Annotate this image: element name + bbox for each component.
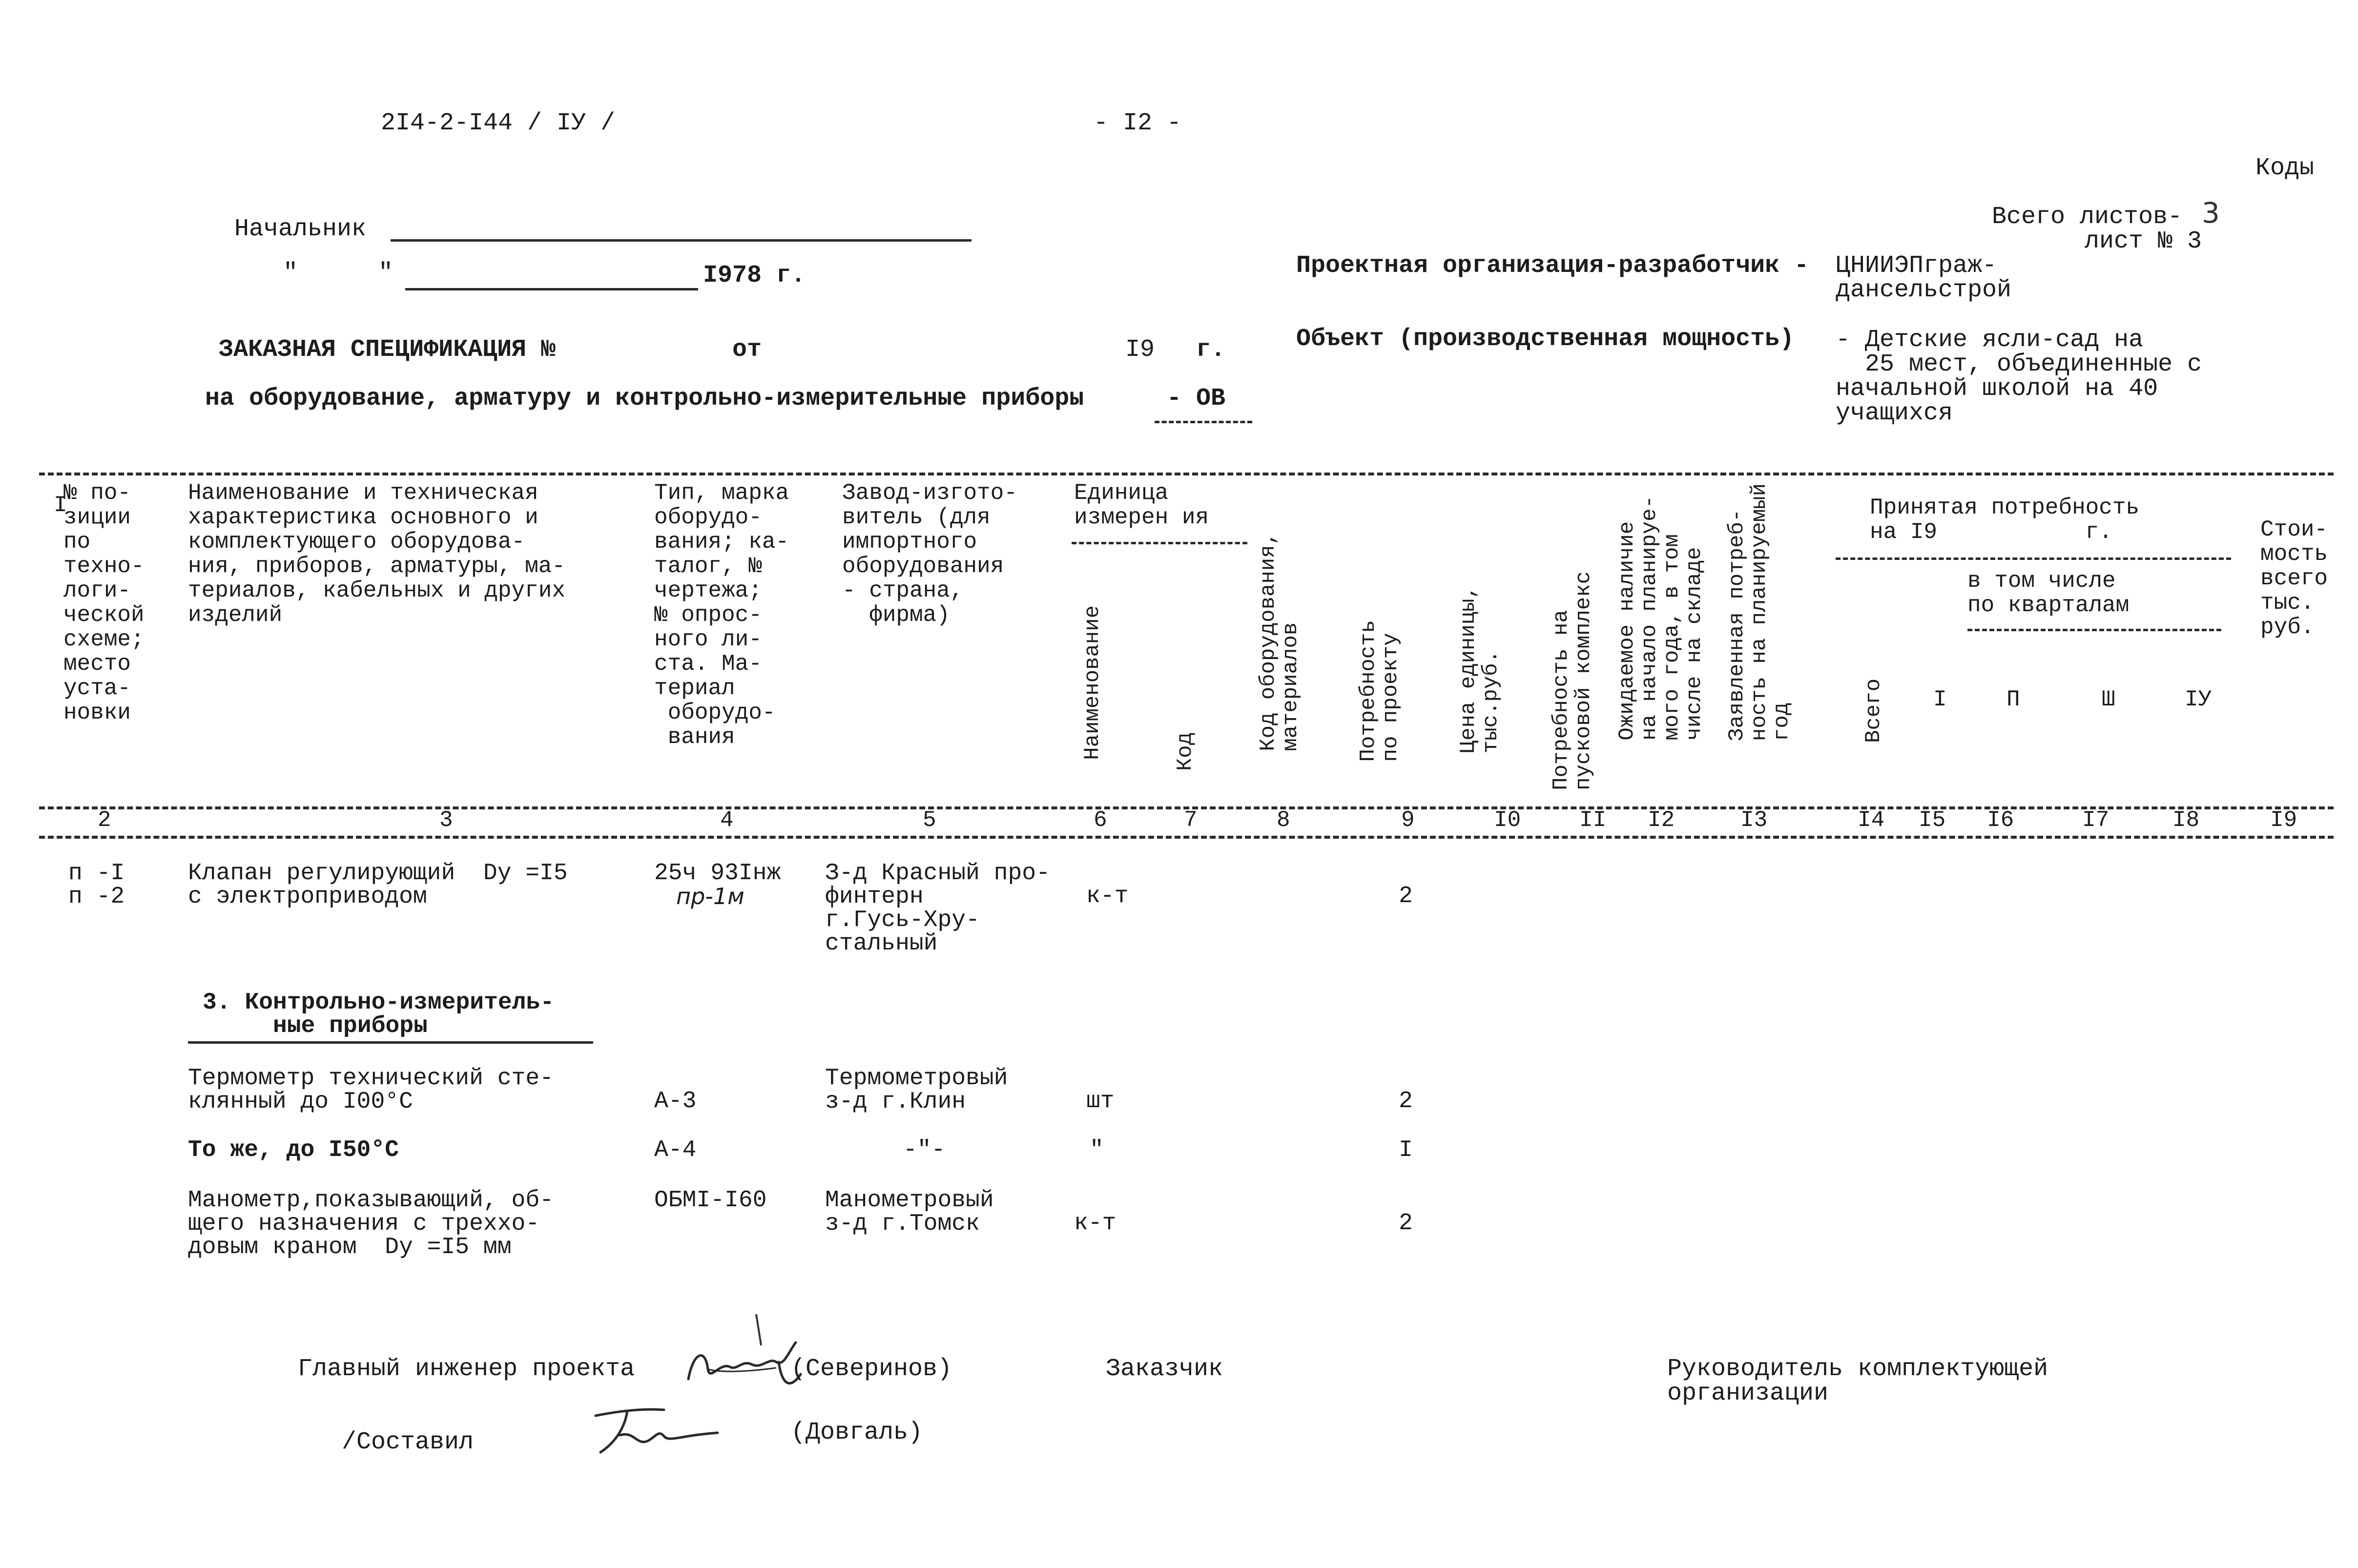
- row3-type: А-4: [654, 1137, 697, 1163]
- col-number-7: 7: [1184, 807, 1198, 833]
- row4-qty: 2: [1399, 1210, 1413, 1237]
- col-position-prefix: I: [54, 493, 67, 518]
- col-unit-price-header: Цена единицы, тыс.руб.: [1456, 586, 1503, 754]
- org-value: ЦНИИЭПграж- дансельстрой: [1836, 252, 2012, 304]
- col-q1-header: I: [1933, 687, 1947, 712]
- accepted-group-rule: [1836, 557, 2231, 560]
- sheets-total-handwritten: 3: [2202, 196, 2220, 229]
- date-quote-close: ": [378, 259, 393, 287]
- col-number-10: I0: [1494, 807, 1521, 833]
- col-unit-code-header: Код: [1173, 732, 1198, 771]
- col-number-14: I4: [1858, 807, 1885, 833]
- row1-qty: 2: [1399, 883, 1413, 909]
- col-q4-header: IУ: [2185, 687, 2212, 712]
- table-top-rule: [39, 473, 2334, 475]
- col-number-8: 8: [1277, 807, 1290, 833]
- col-quarters-header: в том числе по кварталам: [1967, 568, 2130, 618]
- sheet-number: лист № 3: [2085, 227, 2202, 255]
- col-number-15: I5: [1919, 807, 1946, 833]
- row3-maker: -"-: [903, 1137, 946, 1163]
- row4-maker: Манометровый з-д г.Томск: [825, 1187, 994, 1237]
- compiler-name: (Довгаль): [791, 1419, 923, 1446]
- col-declared-need-header: Заявленная потреб- ность на планируемый год: [1725, 483, 1794, 742]
- col-equipment-code-header: Код оборудования, материалов: [1256, 532, 1303, 751]
- spec-subtitle: на оборудование, арматуру и контрольно-измерительные приборы: [205, 385, 1084, 413]
- col-total-header: Всего: [1862, 679, 1886, 743]
- section-underline: [1155, 421, 1252, 423]
- col-number-5: 5: [923, 807, 936, 833]
- date-line: [405, 288, 698, 290]
- row4-name: Манометр,показывающий, об- щего назначения с треххо- довым краном Dу =I5 мм: [188, 1187, 554, 1260]
- row2-type: А-3: [654, 1088, 697, 1114]
- row3-name: То же, до I50°С: [188, 1137, 399, 1163]
- sheets-total-label: Всего листов-: [1992, 203, 2183, 231]
- codes-label: Коды: [2255, 154, 2315, 182]
- chief-engineer-label: Главный инженер проекта: [298, 1355, 635, 1383]
- col-expected-stock-header: Ожидаемое наличие на начало планируе- мого года, в том числе на складе: [1615, 495, 1707, 741]
- object-value: - Детские ясли-сад на 25 мест, объединенные с начальной школой на 40 учащихся: [1836, 326, 2202, 427]
- col-number-17: I7: [2082, 807, 2110, 833]
- object-label: Объект (производственная мощность): [1296, 325, 1795, 353]
- row4-type: ОБМI-I60: [654, 1187, 767, 1214]
- row4-unit: к-т: [1074, 1210, 1117, 1237]
- col-q2-header: П: [2006, 687, 2020, 712]
- col-type-header: Тип, марка оборудо- вания; ка- талог, № чертежа; № опрос- ного ли- ста. Ма- териал оборудо- вания: [654, 480, 789, 750]
- col-q3-header: Ш: [2102, 687, 2115, 712]
- row2-unit: шт: [1086, 1088, 1115, 1114]
- col-number-6: 6: [1094, 807, 1107, 833]
- col-position-header: № по- зиции по техно- логи- ческой схеме; место уста- новки: [63, 480, 145, 725]
- col-maker-header: Завод-изгото- витель (для импортного оборудования - страна, фирма): [842, 480, 1017, 628]
- document-code: 2I4-2-I44 / IУ /: [381, 109, 616, 137]
- customer-label: Заказчик: [1106, 1355, 1223, 1383]
- row2-name: Термометр технический сте- клянный до I00°С: [188, 1065, 554, 1115]
- compiled-label: /Составил: [342, 1428, 474, 1456]
- col-number-9: 9: [1401, 807, 1415, 833]
- page-number: - I2 -: [1094, 109, 1182, 137]
- spec-section-code: - ОВ: [1167, 385, 1226, 413]
- col-number-2: 2: [98, 807, 111, 833]
- spec-title: ЗАКАЗНАЯ СПЕЦИФИКАЦИЯ №: [219, 336, 556, 364]
- row1-maker: З-д Красный про- финтерн г.Гусь-Хру- стальный: [825, 860, 1050, 957]
- col-project-need-header: Потребность по проекту: [1356, 620, 1403, 762]
- section-title: 3. Контрольно-измеритель- ные приборы: [203, 990, 555, 1039]
- header-bottom-rule-2: [39, 836, 2334, 839]
- col-accepted-header: Принятая потребность на I9 г.: [1870, 495, 2140, 545]
- row1-name: Клапан регулирующий Dу =I5 с электроприводом: [188, 860, 568, 910]
- row3-unit: ": [1090, 1137, 1104, 1163]
- spec-year: I9: [1125, 336, 1155, 364]
- col-number-16: I6: [1987, 807, 2014, 833]
- col-unit-group-header: Единица измерен ия: [1074, 480, 1209, 530]
- col-number-11: II: [1579, 807, 1607, 833]
- org-head-label: Руководитель комплектующей организации: [1667, 1355, 2048, 1407]
- row1-unit: к-т: [1086, 883, 1129, 909]
- col-number-3: 3: [439, 807, 453, 833]
- org-label: Проектная организация-разработчик -: [1296, 252, 1809, 280]
- col-number-4: 4: [720, 807, 734, 833]
- chief-engineer-name: (Северинов): [791, 1355, 952, 1383]
- date-quote-open: ": [283, 259, 298, 287]
- row2-qty: 2: [1399, 1088, 1413, 1114]
- col-number-18: I8: [2172, 807, 2200, 833]
- row3-qty: I: [1399, 1137, 1413, 1163]
- col-number-19: I9: [2270, 807, 2297, 833]
- row1-type: 25ч 93Iнж: [654, 860, 781, 887]
- col-unit-name-header: Наименование: [1080, 605, 1105, 760]
- col-name-header: Наименование и техническая характеристика основного и комплектующего оборудова- ния, приборов, арматуры, ма- териалов, кабельных и других изделий: [188, 480, 565, 628]
- chief-label: Начальник: [234, 215, 367, 243]
- col-number-12: I2: [1648, 807, 1675, 833]
- spec-year-suffix: г.: [1196, 336, 1226, 364]
- section-title-underline: [188, 1041, 593, 1044]
- col-launch-need-header: Потребность на пусковой комплекс: [1549, 571, 1596, 790]
- compiler-signature-icon: [591, 1401, 727, 1460]
- col-cost-header: Стои- мость всего тыс. руб.: [2260, 517, 2328, 640]
- spec-from-label: от: [732, 336, 762, 364]
- unit-group-rule: [1072, 542, 1247, 544]
- approval-year: I978 г.: [703, 262, 806, 289]
- row1-position: п -I п -2: [68, 860, 125, 910]
- col-number-13: I3: [1740, 807, 1768, 833]
- row1-type-handwritten: пр-1м: [676, 883, 745, 909]
- chief-signature-line: [391, 239, 972, 242]
- row2-maker: Термометровый з-д г.Клин: [825, 1065, 1008, 1115]
- quarters-group-rule: [1967, 629, 2221, 631]
